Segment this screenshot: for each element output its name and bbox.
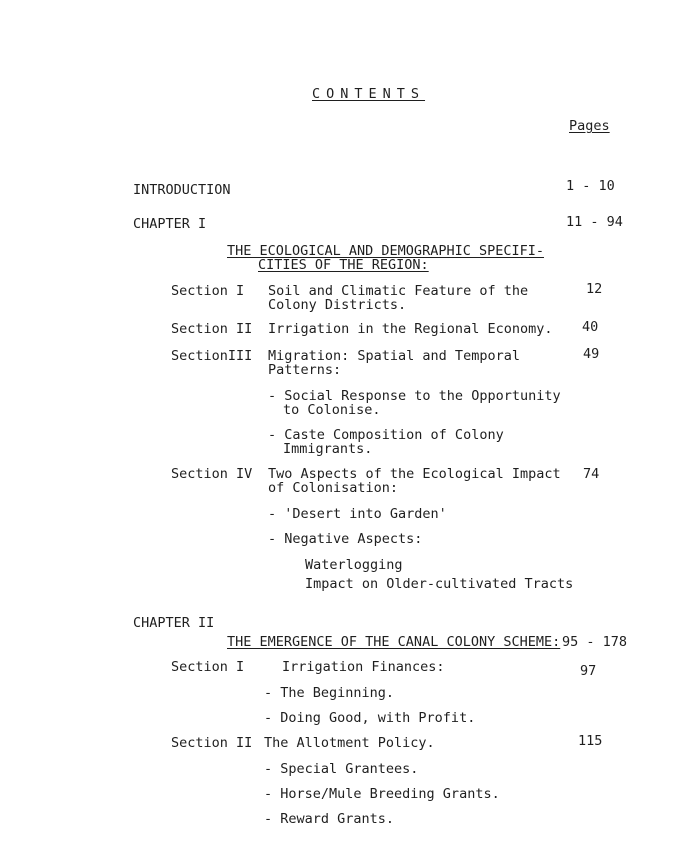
chapter2-section1-page: 97 [580,663,597,679]
introduction-label: INTRODUCTION [133,182,231,198]
chapter1-section4-title-line1: Two Aspects of the Ecological Impact [268,466,561,482]
chapter1-section1-title-line1: Soil and Climatic Feature of the [268,283,529,299]
chapter1-section3-sub1-line1: - Social Response to the Opportunity [268,388,561,404]
chapter1-pages: 11 - 94 [566,214,623,230]
chapter1-title-line1: THE ECOLOGICAL AND DEMOGRAPHIC SPECIFI- [227,243,544,259]
chapter1-section4-sub2: - Negative Aspects: [268,531,423,547]
chapter1-section1-label: Section I [171,283,245,299]
chapter2-section1-sub2: - Doing Good, with Profit. [264,710,476,726]
chapter2-section1-sub1: - The Beginning. [264,685,395,701]
chapter2-section2-sub2: - Horse/Mule Breeding Grants. [264,786,500,802]
chapter2-section1-title: Irrigation Finances: [282,659,445,675]
chapter2-pages: 95 - 178 [562,634,628,650]
chapter2-title: THE EMERGENCE OF THE CANAL COLONY SCHEME: [227,634,561,650]
chapter1-section3-sub2-line1: - Caste Composition of Colony [268,427,504,443]
chapter1-section4-subsub1: Waterlogging [305,557,403,573]
chapter1-section3-title-line1: Migration: Spatial and Temporal [268,348,520,364]
chapter2-section2-title: The Allotment Policy. [264,735,435,751]
chapter1-title-line2: CITIES OF THE REGION: [258,257,429,273]
chapter1-section3-title-line2: Patterns: [268,362,342,378]
chapter1-section3-sub1-line2: to Colonise. [283,402,381,418]
chapter1-section4-sub1: - 'Desert into Garden' [268,506,447,522]
chapter2-section2-sub3: - Reward Grants. [264,811,395,827]
pages-column-header: Pages [569,118,610,134]
chapter1-label: CHAPTER I [133,216,207,232]
introduction-pages: 1 - 10 [566,178,615,194]
chapter2-section2-label: Section II [171,735,253,751]
chapter1-section1-title-line2: Colony Districts. [268,297,407,313]
chapter2-section2-page: 115 [578,733,603,749]
chapter1-section4-subsub2: Impact on Older-cultivated Tracts [305,576,574,592]
chapter2-section1-label: Section I [171,659,245,675]
chapter1-section2-label: Section II [171,321,253,337]
chapter2-label: CHAPTER II [133,615,215,631]
chapter1-section3-label: SectionIII [171,348,253,364]
chapter1-section2-page: 40 [582,319,599,335]
chapter1-section4-page: 74 [583,466,600,482]
chapter1-section1-page: 12 [586,281,603,297]
chapter2-section2-sub1: - Special Grantees. [264,761,419,777]
contents-heading: CONTENTS [312,86,426,102]
chapter1-section4-title-line2: of Colonisation: [268,480,399,496]
chapter1-section4-label: Section IV [171,466,253,482]
chapter1-section2-title: Irrigation in the Regional Economy. [268,321,553,337]
chapter1-section3-page: 49 [583,346,600,362]
chapter1-section3-sub2-line2: Immigrants. [283,441,373,457]
